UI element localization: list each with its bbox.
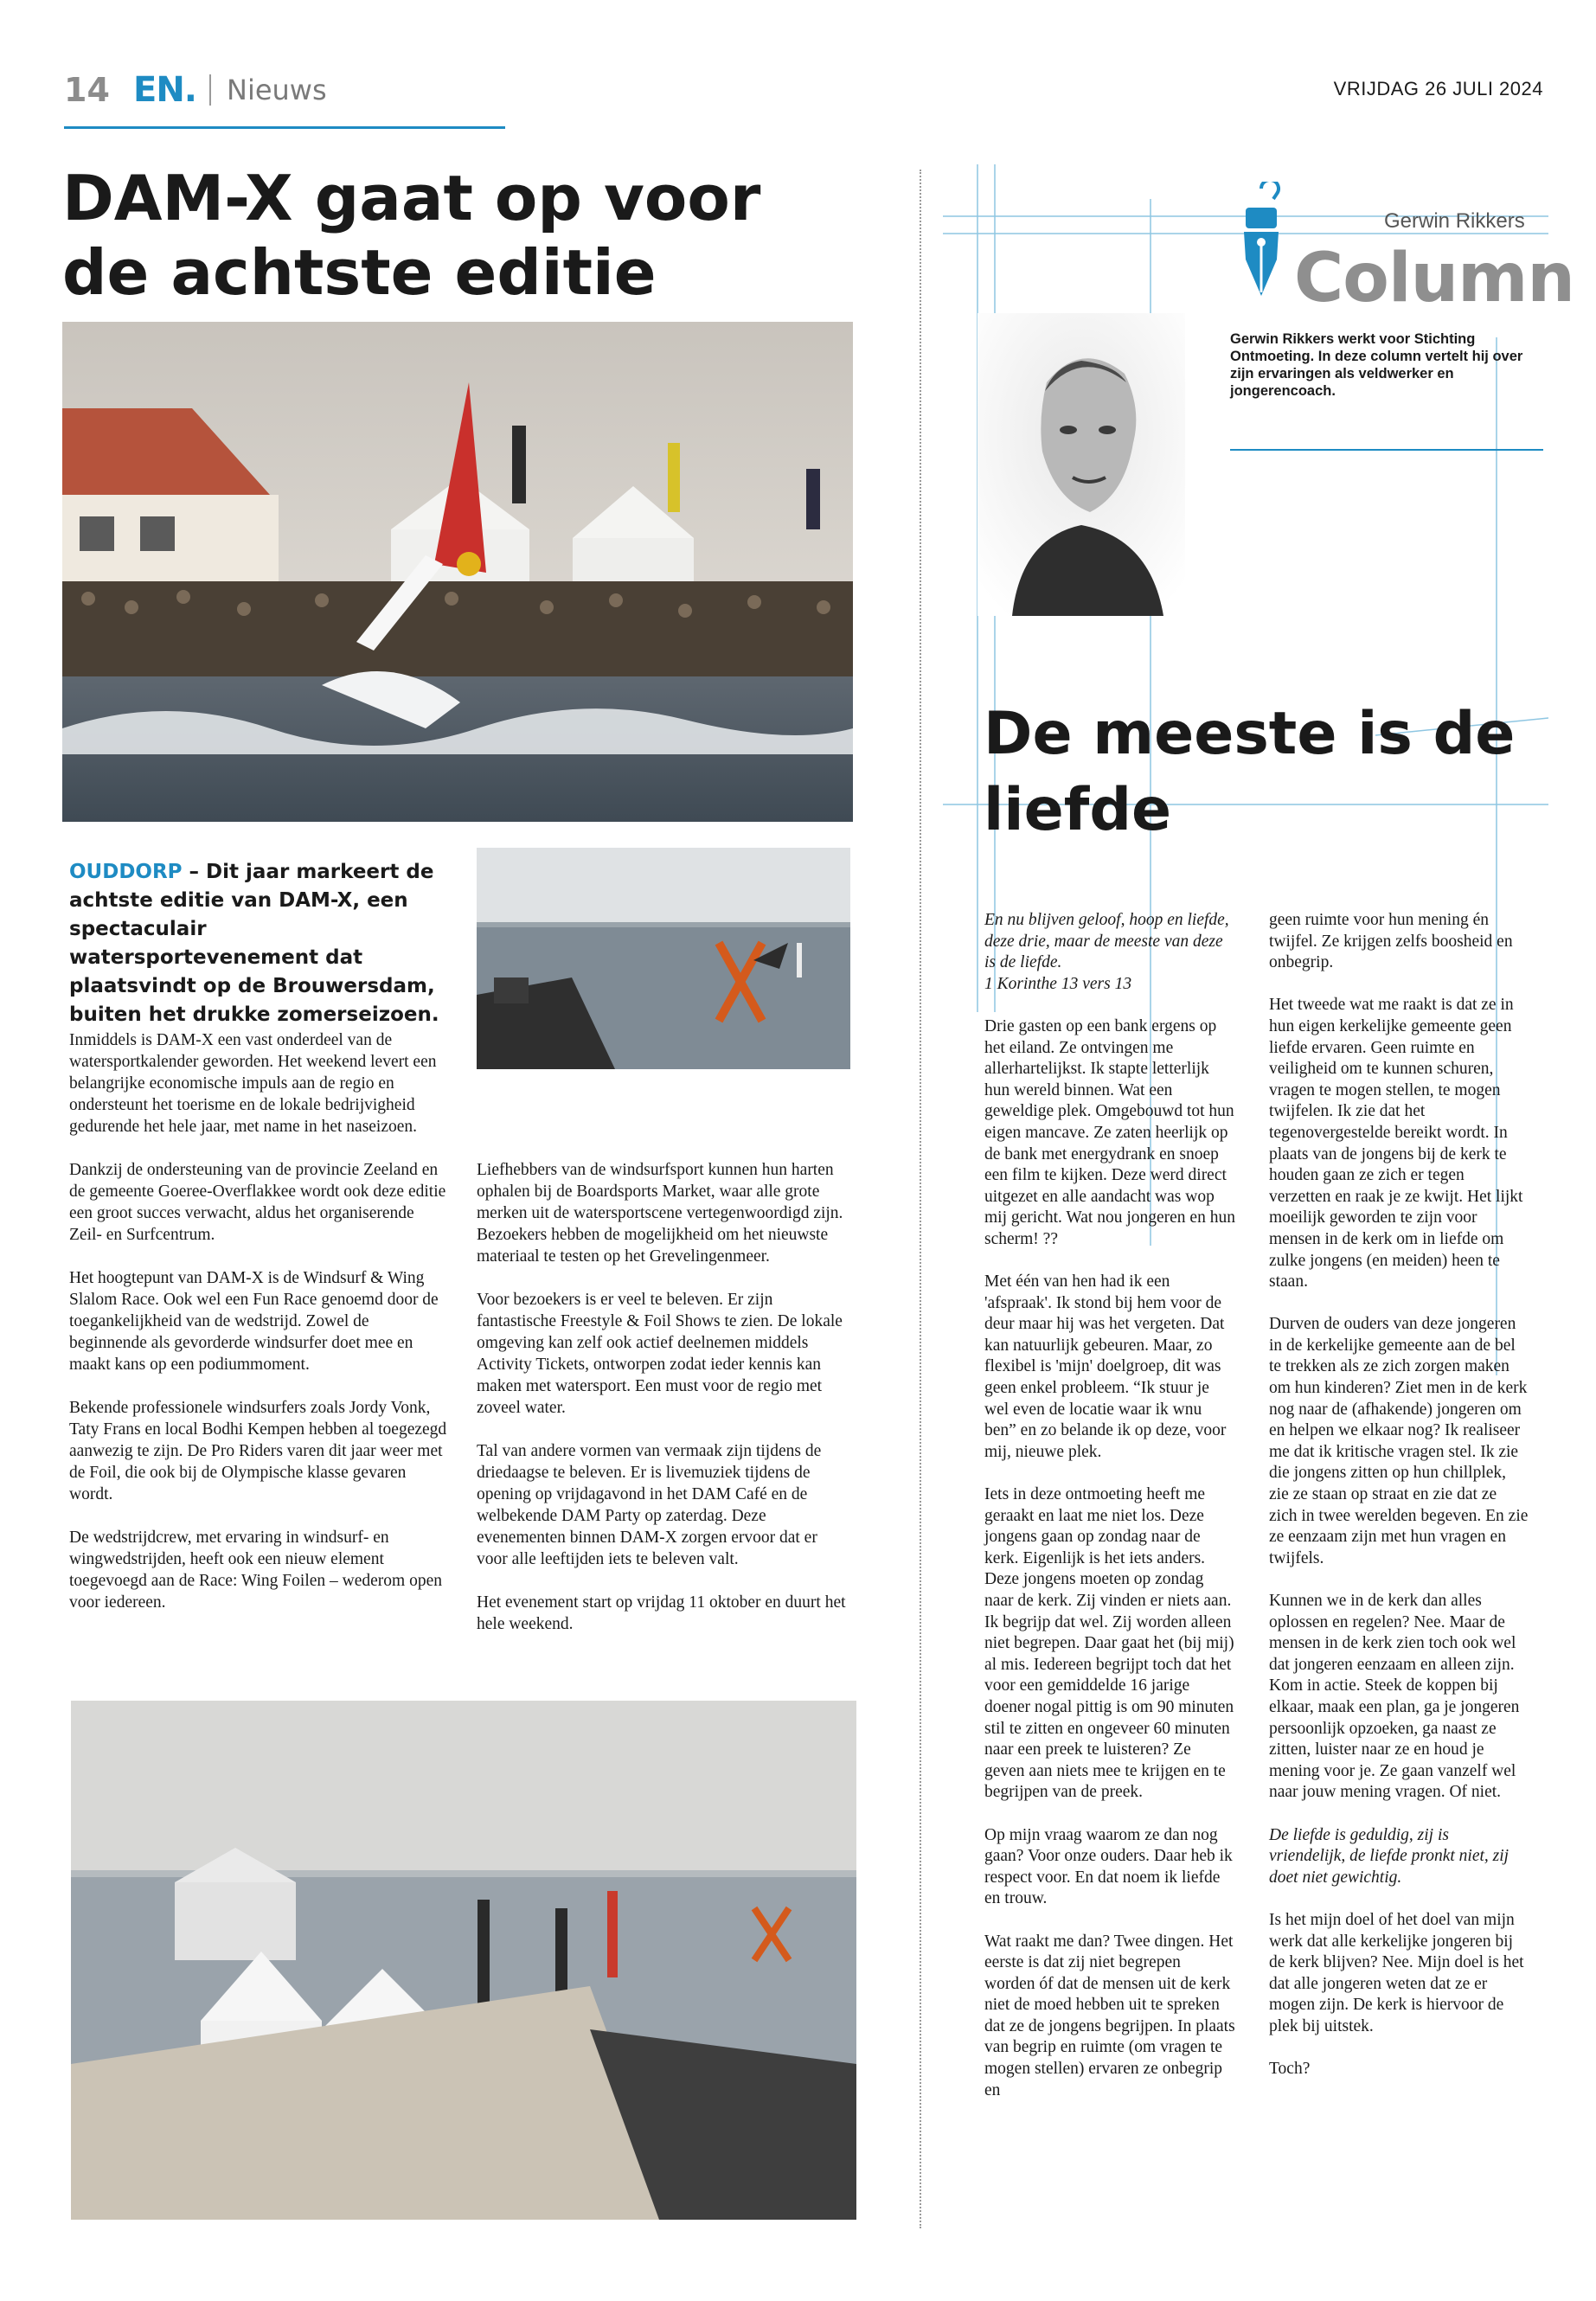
column-bio: Gerwin Rikkers werkt voor Stichting Ontmoeting. In deze column vertelt hij over zijn ervaringen als veldwerker en jongerencoach. bbox=[1230, 331, 1523, 399]
column-paragraph: Iets in deze ontmoeting heeft me geraakt en laat me niet los. Deze jongens gaan op zondag naar de kerk. Eigenlijk is het iets anders. Deze jongens moeten op zondag naar de kerk. Zij vinden er niets aan. Ik begrijp dat wel. Zij worden alleen niet begrepen. Daar gaat het (bij mij) al mis. Iedereen begrijpt toch dat het voor een gemiddelde 16 jarige doener nogal pittig is om 90 minuten stil te zitten en ongeveer 60 minuten naar een preek te luisteren? Ze geven aan niets mee te krijgen en te begrijpen van de preek. bbox=[984, 1485, 1234, 1802]
windsurf-buoy-photo bbox=[477, 848, 850, 1069]
column-paragraph: Durven de ouders van deze jongeren in de kerkelijke gemeente aan de bel te trekken als ze zich zorgen maken om hun kinderen? Ziet men in de kerk nog naar de (afhakende) jongeren om en helpen we elkaar nog? Ik realiseer me dat ik kritische vragen stel. Ik zie die jongens zitten op hun chillplek, zie ze staan op straat en zie dat ze zich in twee werelden begeven. En zie ze eenzaam zijn met hun vragen en twijfels. bbox=[1269, 1315, 1529, 1567]
article-paragraph: Liefhebbers van de windsurfsport kunnen hun harten ophalen bij de Boardsports Market, waar alle grote merken uit de watersportscene vertegenwoordigd zijn. Bezoekers hebben de mogelijkheid om het nieuwste materiaal te testen op het Grevelingenmeer. bbox=[477, 1161, 843, 1266]
event-village-photo bbox=[71, 1701, 856, 2220]
article-column-1 bbox=[69, 1029, 450, 1635]
issue-date: VRIJDAG 26 JULI 2024 bbox=[1333, 78, 1543, 99]
column-paragraph: Op mijn vraag waarom ze dan nog gaan? Voor onze ouders. Daar heb ik respect voor. En dat noem ik liefde en trouw. bbox=[984, 1825, 1233, 1908]
column-paragraph: geen ruimte voor hun mening én twijfel. Ze krijgen zelfs boosheid en onbegrip. bbox=[1269, 911, 1513, 972]
author-portrait-sketch bbox=[977, 313, 1185, 616]
article-paragraph: Bekende professionele windsurfers zoals Jordy Vonk, Taty Frans en local Bodhi Kempen hebben al toegezegd aanwezig te zijn. De Pro Riders varen dit jaar weer met de Foil, die ook bij de Olympische klasse gevaren wordt. bbox=[69, 1399, 447, 1503]
article-paragraph: Het evenement start op vrijdag 11 oktober en duurt het hele weekend. bbox=[477, 1593, 846, 1633]
quote-reference: 1 Korinthe 13 vers 13 bbox=[984, 974, 1132, 993]
column-author: Gerwin Rikkers bbox=[1384, 209, 1525, 233]
article-lead bbox=[69, 858, 450, 1029]
lead-location: OUDDORP bbox=[69, 861, 183, 883]
article-paragraph: Inmiddels is DAM-X een vast onderdeel van de watersportkalender geworden. Het weekend levert een belangrijke economische impuls aan de regio en ondersteunt het toerisme en de lokale bedrijvigheid gedurende het hele jaar, met name in het naseizoen. bbox=[69, 1031, 437, 1136]
header-rule bbox=[64, 126, 505, 129]
column-paragraph: Met één van hen had ik een 'afspraak'. Ik stond bij hem voor de deur maar hij was het vergeten. Dat kan natuurlijk gebeuren. Maar, zo flexibel is 'mijn' doelgroep, dit was geen enkel probleem. “Ik stuur je wel even de locatie waar ik wnu ben” en zo belande ik op deze, voor mij, nieuwe plek. bbox=[984, 1272, 1227, 1461]
column-paragraph: Drie gasten op een bank ergens op het eiland. Ze ontvingen me allerhartelijkst. Ik stapte letterlijk hun wereld binnen. Wat een geweldige plek. Omgebouwd tot hun eigen mancave. Ze zaten heerlijk op de bank met energydrank en snoep een film te kijken. Deze werd direct uitgezet en alle aandacht was wop mij gericht. Wat nou jongeren en hun scherm! ?? bbox=[984, 1016, 1235, 1248]
column-closing: Toch? bbox=[1269, 2060, 1311, 2079]
windsurfer-jump-photo bbox=[62, 322, 853, 822]
poem: De liefde is geduldig, zij is vriendelijk, de liefde pronkt niet, zij doet niet gewichtig. bbox=[1269, 1825, 1509, 1887]
column-text-right bbox=[1269, 910, 1529, 2101]
article-paragraph: Het hoogtepunt van DAM-X is de Windsurf & Wing Slalom Race. Ook wel een Fun Race genoemd door de toegankelijkheid van de wedstrijd. Zowel de beginnende als gevorderde windsurfer doet mee en maakt kans op een podiummoment. bbox=[69, 1269, 439, 1374]
article-paragraph: De wedstrijdcrew, met ervaring in windsurf- en wingwedstrijden, heeft ook een nieuw element toegevoegd aan de Race: Wing Foilen – wederom open voor iedereen. bbox=[69, 1529, 442, 1612]
column-paragraph: Kunnen we in de kerk dan alles oplossen en regelen? Nee. Maar de mensen in de kerk zien toch ook wel dat jongeren eenzaam en alleen zijn. Kom in actie. Steek de koppen bij elkaar, maak een plan, ga je jongeren persoonlijk opzoeken, ga naast ze zitten, luister naar ze en houd je mening voor je. Ze gaan vanzelf wel naar jouw mening vragen. Of niet. bbox=[1269, 1592, 1520, 1802]
article-paragraph: Dankzij de ondersteuning van de provincie Zeeland en de gemeente Goeree-Overflakkee wordt ook deze editie een groot succes verwacht, aldus het organiserende Zeil- en Surfcentrum. bbox=[69, 1161, 446, 1244]
fountain-pen-icon bbox=[1227, 182, 1296, 303]
column-divider bbox=[920, 170, 921, 2228]
publication-logo: EN. bbox=[133, 70, 196, 110]
column-text-left bbox=[984, 910, 1235, 2123]
page-number: 14 bbox=[64, 71, 110, 109]
column-headline: De meeste is de liefde bbox=[984, 700, 1516, 844]
column-paragraph: Wat raakt me dan? Twee dingen. Het eerste is dat zij niet begrepen worden óf dat de mensen uit de kerk niet de moed hebben uit te spreken dat ze de jongens begrijpen. In plaats van begrip en ruimte (om vragen te mogen stellen) ervaren ze onbegrip en bbox=[984, 1932, 1235, 2099]
page-header bbox=[64, 69, 1543, 111]
column-paragraph: Is het mijn doel of het doel van mijn werk dat alle kerkelijke jongeren bij de kerk blijven? Nee. Mijn doel is het dat alle jongeren weten dat ze er mogen zijn. De kerk is hiervoor de plek bij uitstek. bbox=[1269, 1910, 1524, 2035]
bible-quote bbox=[984, 910, 1235, 995]
column-label: Column bbox=[1294, 240, 1574, 317]
bio-rule bbox=[1230, 449, 1543, 451]
column-paragraph: Het tweede wat me raakt is dat ze in hun eigen kerkelijke gemeente geen liefde ervaren. Geen ruimte en veiligheid om te kunnen schuren, vragen te mogen stellen, te mogen twijfelen. Ik zie dat het tegenovergestelde bereikt wordt. In plaats van de jongens bij de kerk te houden gaan ze zich er tegen verzetten en raak je ze kwijt. Het lijkt moeilijk geworden te zijn voor mensen in de kerk om in liefde om zulke jongens (en meiden) heen te staan. bbox=[1269, 996, 1523, 1292]
article-paragraph: Voor bezoekers is er veel te beleven. Er zijn fantastische Freestyle & Foil Shows te zien. De lokale omgeving kan zelf ook actief deelnemen middels Activity Tickets, ontworpen zodat ieder kennis kan maken met watersport. Een must voor de regio met zoveel water. bbox=[477, 1291, 843, 1417]
lead-text: – Dit jaar markeert de achtste editie van DAM-X, een spectaculair watersportevenement dat plaatsvindt op de Brouwersdam, buiten het drukke zomerseizoen. bbox=[69, 861, 439, 1026]
quote-text: En nu blijven geloof, hoop en liefde, deze drie, maar de meeste van deze is de liefde. bbox=[984, 911, 1229, 972]
section-label: Nieuws bbox=[209, 74, 327, 106]
article-paragraph: Tal van andere vormen van vermaak zijn tijdens de driedaagse te beleven. Er is livemuziek tijdens de opening op vrijdagavond in het DAM Café en de welbekende DAM Party op zaterdag. Deze evenementen binnen DAM-X zorgen ervoor dat er voor alle leeftijden iets te beleven valt. bbox=[477, 1442, 822, 1568]
article-headline: DAM-X gaat op voor de achtste editie bbox=[62, 162, 761, 309]
article-column-2 bbox=[477, 1159, 850, 1657]
